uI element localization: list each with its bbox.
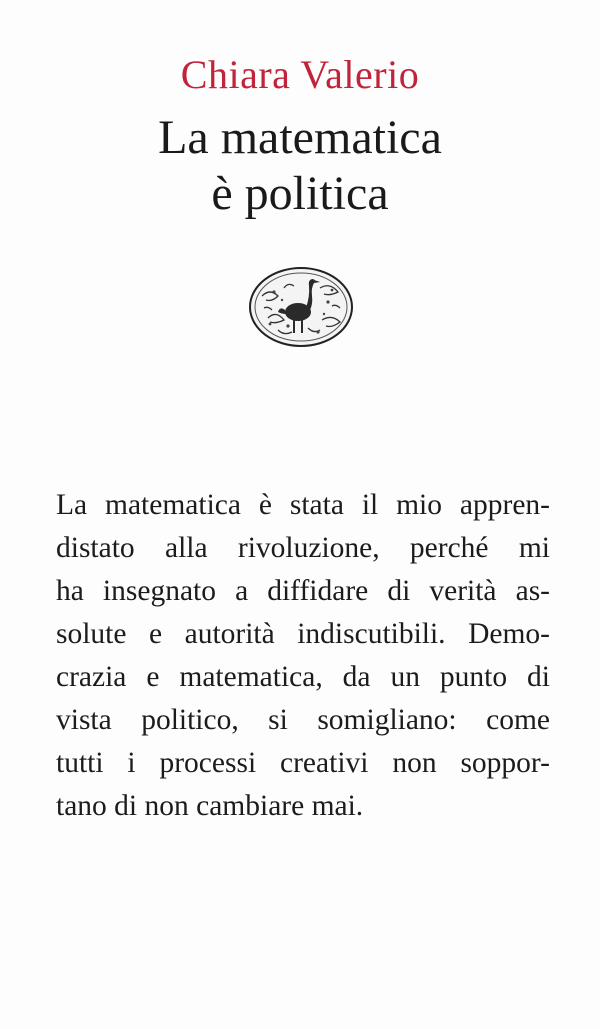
blurb-line: distato alla rivoluzione, perché mi: [56, 532, 550, 564]
blurb-line: solute e autorità indiscutibili. Demo-: [56, 618, 550, 650]
ostrich-emblem-icon: [248, 266, 354, 348]
author-name: Chiara Valerio: [180, 52, 420, 97]
blurb-line: ha insegnato a diffidare di verità as-: [56, 575, 550, 607]
book-title-line-1: La matematica: [158, 111, 442, 164]
book-title-line-2: è politica: [211, 167, 389, 220]
back-cover-blurb: [56, 484, 550, 828]
blurb-line: tano di non cambiare mai.: [56, 790, 364, 822]
book-title: [0, 110, 600, 222]
blurb-line: tutti i processi creativi non soppor-: [56, 747, 550, 779]
blurb-line: vista politico, si somigliano: come: [56, 704, 550, 736]
blurb-line: La matematica è stata il mio appren-: [56, 489, 550, 521]
blurb-line: crazia e matematica, da un punto di: [56, 661, 550, 693]
